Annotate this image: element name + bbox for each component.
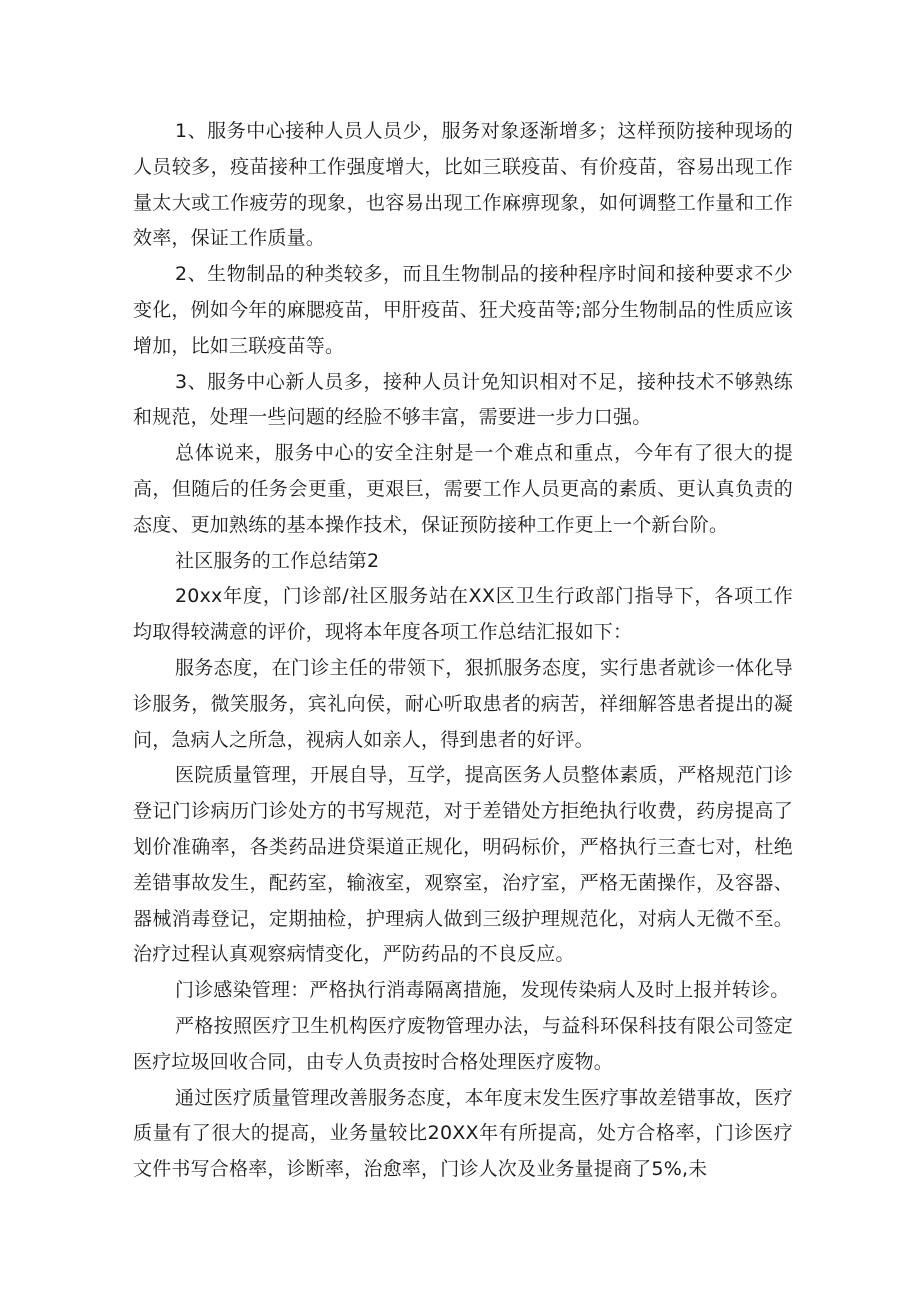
paragraph-7: 服务态度，在门诊主任的带领下，狠抓服务态度，实行患者就诊一体化导诊服务，微笑服务，宾礼向侯，耐心听取患者的病苦，祥细解答患者提出的凝问，急病人之所急，视病人如亲人，得到患者的好评。: [133, 656, 793, 751]
paragraph-4: 总体说来，服务中心的安全注射是一个难点和重点，今年有了很大的提高，但随后的任务会更重，更艰巨，需要工作人员更高的素质、更认真负责的态度、更加熟练的基本操作技术，保证预防接种工作更上一个新台阶。: [133, 442, 793, 536]
paragraph-9: 门诊感染管理：严格执行消毒隔离措施，发现传染病人及时上报并转诊。: [175, 979, 790, 1002]
paragraph-2: 2、生物制品的种类较多，而且生物制品的接种程序时间和接种要求不少变化，例如今年的麻腮疫苗，甲肝疫苗、狂犬疫苗等;部分生物制品的性质应该增加，比如三联疫苗等。: [133, 263, 793, 357]
paragraph-10: 严格按照医疗卫生机构医疗废物管理办法，与益科环保科技有限公司签定医疗垃圾回收合同，由专人负责按时合格处理医疗废物。: [133, 1014, 793, 1073]
document-body: [133, 114, 793, 1188]
paragraph-3: 3、服务中心新人员多，接种人员计免知识相对不足，接种技术不够熟练和规范，处理一些问题的经脸不够丰富，需要进一步力口强。: [133, 370, 793, 429]
paragraph-8: 医院质量管理，开展自导，互学，提高医务人员整体素质，严格规范门诊登记门诊病历门诊处方的书写规范，对于差错处方拒绝执行收费，药房提高了划价准确率，各类药品进贷渠道正规化，明码标价，严格执行三查七对，杜绝差错事故发生，配药室，输液室，观察室，治疗室，严格无菌操作，及容器、器械消毒登记，定期抽检，护理病人做到三级护理规范化，对病人无微不至。治疗过程认真观察病情变化，严防药品的不良反应。: [133, 764, 793, 966]
paragraph-6: 20xx年度，门诊部/社区服务站在XX区卫生行政部门指导下，各项工作均取得较满意的评价，现将本年度各项工作总结汇报如下：: [133, 585, 793, 644]
paragraph-11: 通过医疗质量管理改善服务态度，本年度末发生医疗事故差错事故，医疗质量有了很大的提高，业务量较比20XX年有所提高，处方合格率，门诊医疗文件书写合格率，诊断率，治愈率，门诊人次及业务量提商了5%,未: [133, 1086, 793, 1181]
paragraph-1: 1、服务中心接种人员人员少，服务对象逐渐增多；这样预防接种现场的人员较多，疫苗接种工作强度增大，比如三联疫苗、有价疫苗，容易出现工作量太大或工作疲劳的现象，也容易出现工作麻痹现象，如何调整工作量和工作效率，保证工作质量。: [133, 120, 793, 250]
section-heading: 社区服务的工作总结第2: [175, 549, 380, 572]
